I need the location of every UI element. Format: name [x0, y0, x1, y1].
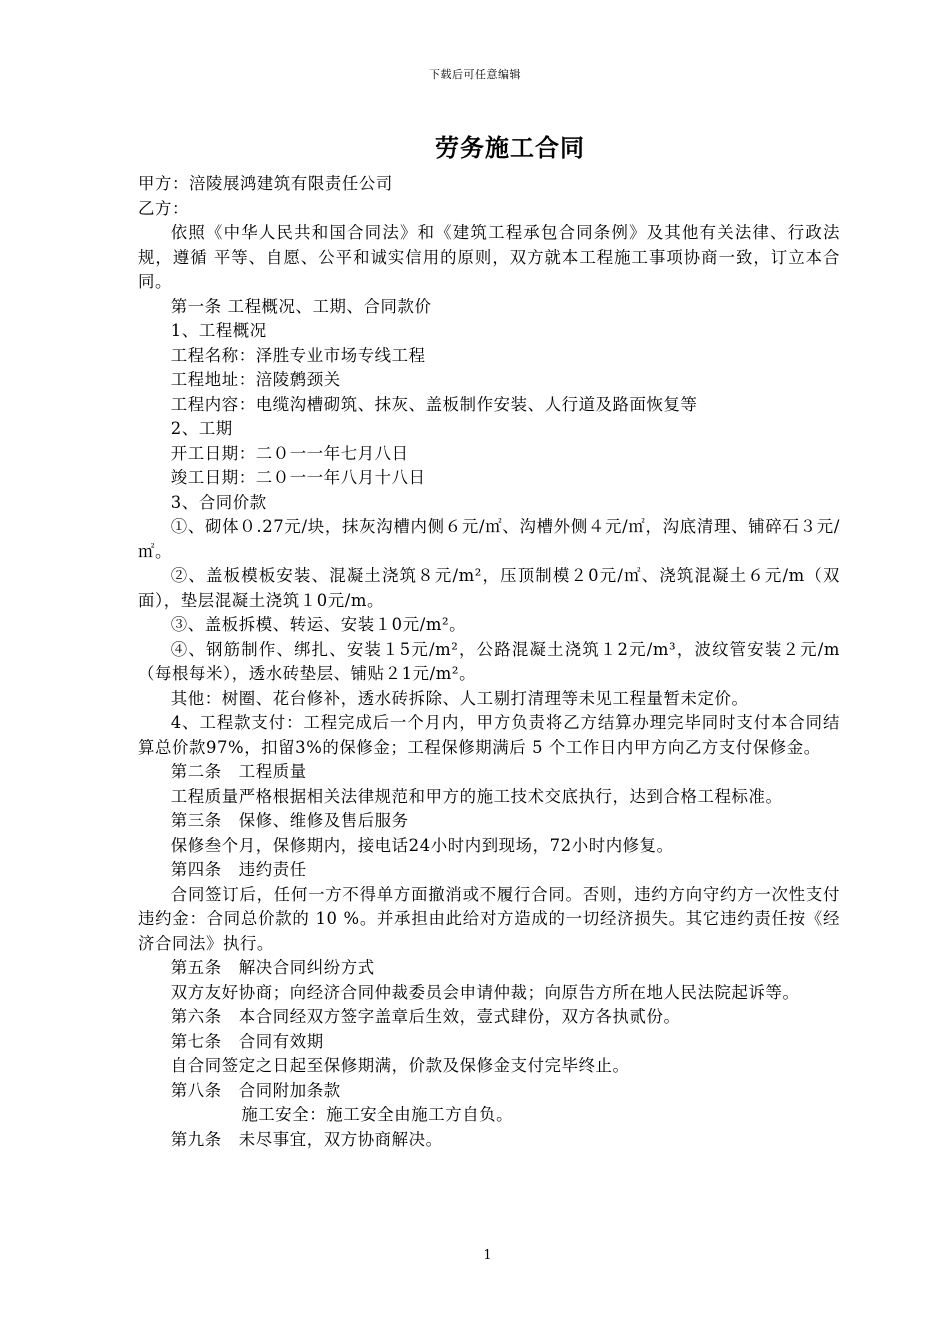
contract-paragraph: ④、钢筋制作、绑扎、安装１5元/m²，公路混凝土浇筑１2元/m³，波纹管安装２元/m（每根每米），透水砖垫层、铺贴２1元/m²。	[138, 639, 840, 683]
contract-body	[138, 172, 840, 1152]
party-b-line: 乙方：	[138, 198, 189, 218]
contract-paragraph: 第四条 违约责任	[170, 860, 307, 879]
contract-paragraph: 工程名称：泽胜专业市场专线工程	[170, 345, 426, 365]
contract-paragraph: 双方友好协商；向经济合同仲裁委员会申请仲裁；向原告方所在地人民法院起诉等。	[170, 982, 800, 1002]
contract-paragraph: 第一条 工程概况、工期、合同款价	[170, 296, 432, 316]
contract-paragraph: 第二条 工程质量	[170, 762, 307, 781]
contract-paragraph: 3、合同价款	[170, 492, 267, 512]
contract-paragraph: 工程内容：电缆沟槽砌筑、抹灰、盖板制作安装、人行道及路面恢复等	[170, 394, 698, 414]
contract-paragraph: 1、工程概况	[170, 321, 267, 340]
contract-paragraph: 合同签订后，任何一方不得单方面撤消或不履行合同。否则，违约方向守约方一次性支付违约金：合同总价款的 10 %。并承担由此给对方造成的一切经济损失。其它违约责任按《经济合同法》执行。	[138, 884, 840, 953]
contract-paragraph: 其他：树圈、花台修补，透水砖拆除、人工剔打清理等未见工程量暂未定价。	[170, 688, 749, 708]
contract-paragraph: ②、盖板模板安装、混凝土浇筑８元/m²，压顶制模２0元/㎡、浇筑混凝土６元/m（双面），垫层混凝土浇筑１0元/m。	[138, 566, 840, 610]
contract-paragraph: 第八条 合同附加条款	[170, 1080, 341, 1100]
contract-paragraph: 4、工程款支付：工程完成后一个月内，甲方负责将乙方结算办理完毕同时支付本合同结算总价款97%，扣留3%的保修金；工程保修期满后 5 个工作日内甲方向乙方支付保修金。	[138, 713, 840, 757]
page-number: 1	[483, 1248, 492, 1263]
contract-paragraph: 第六条 本合同经双方签字盖章后生效，壹式肆份，双方各执贰份。	[170, 1007, 681, 1026]
contract-paragraph: 第三条 保修、维修及售后服务	[170, 811, 409, 830]
contract-paragraph: 工程质量严格根据相关法律规范和甲方的施工技术交底执行，达到合格工程标准。	[170, 786, 783, 806]
contract-paragraph: ①、砌体０.27元/块，抹灰沟槽内侧６元/㎡、沟槽外侧４元/㎡，沟底清理、铺碎石３元/㎡。	[138, 517, 840, 561]
contract-paragraph: 第七条 合同有效期	[170, 1031, 324, 1051]
contract-paragraph: 第五条 解决合同纠纷方式	[170, 958, 375, 977]
contract-clauses	[138, 221, 840, 1152]
contract-paragraph: 施工安全：施工安全由施工方自负。	[241, 1105, 514, 1124]
contract-paragraph: 保修叁个月，保修期内，接电话24小时内到现场，72小时内修复。	[170, 835, 674, 855]
document-title: 劳务施工合同	[435, 133, 585, 162]
contract-paragraph: 自合同签定之日起至保修期满，价款及保修金支付完毕终止。	[170, 1056, 630, 1075]
header-note: 下载后可任意编辑	[429, 68, 521, 81]
contract-paragraph: 工程地址：涪陵鹩颈关	[170, 370, 341, 389]
contract-paragraph: 开工日期：二０一一年七月八日	[170, 443, 409, 463]
party-a-line: 甲方：涪陵展鸿建筑有限责任公司	[138, 174, 393, 193]
contract-paragraph: ③、盖板拆模、转运、安装１0元/m²。	[170, 615, 467, 634]
contract-paragraph: 竣工日期：二０一一年八月十八日	[170, 468, 426, 487]
contract-paragraph: 依照《中华人民共和国合同法》和《建筑工程承包合同条例》及其他有关法律、行政法规，遵循 平等、自愿、公平和诚实信用的原则，双方就本工程施工事项协商一致，订立本合同。	[138, 223, 840, 291]
contract-paragraph: 2、工期	[170, 419, 233, 438]
contract-paragraph: 第九条 未尽事宜，双方协商解决。	[170, 1129, 443, 1149]
